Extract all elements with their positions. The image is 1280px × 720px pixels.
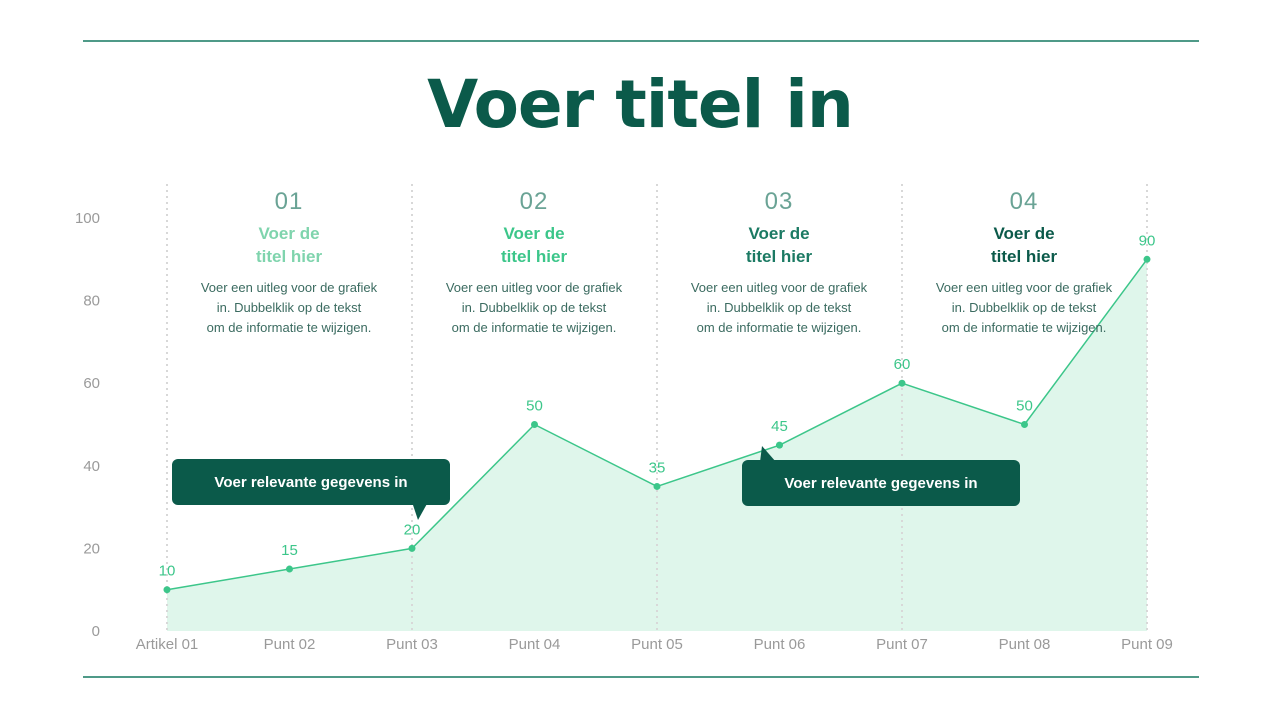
section-3 (664, 188, 894, 338)
section-4-heading (909, 222, 1139, 268)
section-1 (174, 188, 404, 338)
section-2 (419, 188, 649, 338)
section-3-desc-line1: Voer een uitleg voor de grafiek (690, 280, 868, 295)
section-2-heading-line2: titel hier (500, 247, 568, 266)
data-label: 50 (1016, 397, 1033, 415)
data-label: 15 (281, 542, 298, 560)
data-point (654, 483, 661, 490)
section-1-desc-line3: om de informatie te wijzigen. (206, 320, 372, 335)
section-1-number: 01 (274, 188, 304, 215)
section-2-description (419, 278, 649, 338)
section-3-heading-line2: titel hier (745, 247, 813, 266)
data-label: 90 (1138, 232, 1156, 250)
x-tick-label: Punt 05 (631, 636, 683, 653)
data-label: 50 (526, 397, 543, 415)
section-2-heading (419, 222, 649, 268)
section-2-desc-line1: Voer een uitleg voor de grafiek (445, 280, 623, 295)
y-tick-label: 60 (83, 375, 100, 393)
y-tick-label: 100 (74, 210, 100, 227)
data-point (531, 421, 538, 428)
y-tick-label: 20 (83, 540, 100, 558)
callout-1: Voer relevante gegevens in (172, 459, 450, 505)
section-4-heading-line2: titel hier (990, 247, 1058, 266)
section-1-heading-line1: Voer de (258, 224, 320, 243)
section-3-number: 03 (764, 188, 794, 215)
data-point (409, 545, 416, 552)
y-tick-label: 80 (83, 292, 100, 310)
section-4-description (909, 278, 1139, 338)
data-point (776, 442, 783, 449)
data-label: 45 (771, 418, 788, 436)
x-tick-label: Punt 07 (876, 636, 928, 653)
data-point (1021, 421, 1028, 428)
data-label: 35 (648, 459, 666, 477)
x-tick-label: Punt 08 (998, 636, 1051, 653)
section-4 (909, 188, 1139, 338)
y-tick-label: 40 (83, 457, 100, 475)
section-4-desc-line1: Voer een uitleg voor de grafiek (935, 280, 1113, 295)
section-2-desc-line3: om de informatie te wijzigen. (451, 320, 617, 335)
section-1-heading (174, 222, 404, 268)
x-tick-label: Punt 09 (1121, 636, 1173, 653)
data-label: 60 (893, 356, 911, 374)
page-title: Voer titel in (427, 66, 853, 143)
data-point (1144, 256, 1151, 263)
x-tick-label: Artikel 01 (135, 636, 199, 653)
section-3-desc-line3: om de informatie te wijzigen. (696, 320, 862, 335)
section-4-desc-line2: in. Dubbelklik op de tekst (951, 300, 1097, 315)
section-1-description (174, 278, 404, 338)
bottom-divider (83, 676, 1199, 678)
x-tick-label: Punt 04 (508, 636, 561, 653)
section-4-number: 04 (1009, 188, 1039, 215)
x-tick-label: Punt 03 (386, 636, 438, 653)
section-2-heading-line1: Voer de (503, 224, 565, 243)
data-label: 20 (403, 521, 421, 539)
section-1-desc-line2: in. Dubbelklik op de tekst (216, 300, 362, 315)
section-3-heading (664, 222, 894, 268)
section-3-description (664, 278, 894, 338)
section-3-heading-line1: Voer de (748, 224, 810, 243)
section-2-number: 02 (519, 188, 549, 215)
x-tick-label: Punt 02 (263, 636, 316, 653)
callout-2: Voer relevante gegevens in (742, 460, 1020, 506)
data-point (164, 586, 171, 593)
x-tick-label: Punt 06 (753, 636, 806, 653)
section-1-desc-line1: Voer een uitleg voor de grafiek (200, 280, 378, 295)
section-1-heading-line2: titel hier (255, 247, 323, 266)
data-point (286, 566, 293, 573)
data-point (899, 380, 906, 387)
section-4-heading-line1: Voer de (993, 224, 1055, 243)
section-4-desc-line3: om de informatie te wijzigen. (941, 320, 1107, 335)
section-3-desc-line2: in. Dubbelklik op de tekst (706, 300, 852, 315)
section-2-desc-line2: in. Dubbelklik op de tekst (461, 300, 607, 315)
y-tick-label: 0 (91, 623, 100, 640)
data-label: 10 (158, 562, 176, 580)
